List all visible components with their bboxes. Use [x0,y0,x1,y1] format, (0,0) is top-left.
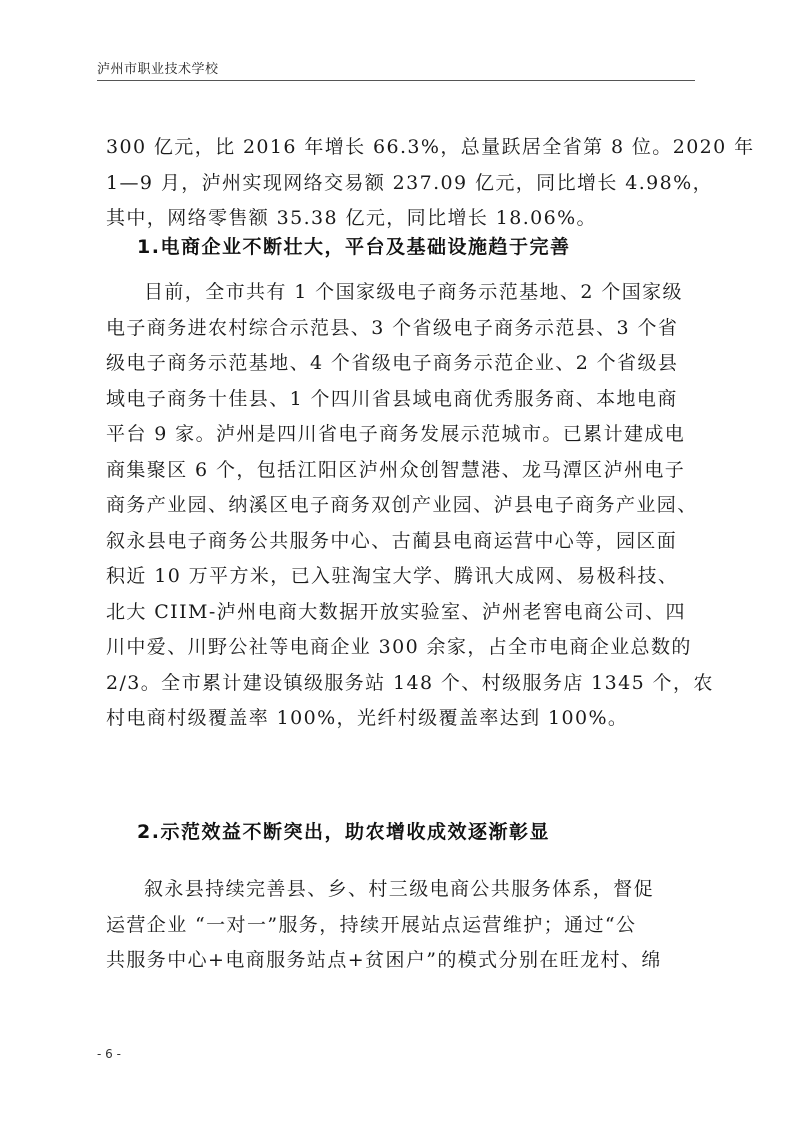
paragraph-line: 积近 10 万平方米，已入驻淘宝大学、腾讯大成网、易极科技、 [106,565,679,587]
paragraph-1 [106,130,755,237]
paragraph-line: 域电子商务十佳县、1 个四川省县域电商优秀服务商、本地电商 [106,387,678,410]
paragraph-line: 运营企业 “一对一”服务，持续开展站点运营维护；通过“公 [106,913,637,936]
paragraph-line: 村电商村级覆盖率 100%，光纤村级覆盖率达到 100%。 [106,707,629,729]
paragraph-line: 2/3。全市累计建设镇级服务站 148 个、村级服务店 1345 个，农 [106,671,714,694]
paragraph-line: 北大 CIIM-泸州电商大数据开放实验室、泸州老窖电商公司、四 [106,600,686,623]
paragraph-line: 1—9 月，泸州实现网络交易额 237.09 亿元，同比增长 4.98%， [106,171,713,194]
paragraph-3 [106,872,686,979]
paragraph-2 [106,275,714,737]
section-heading-2: 2.示范效益不断突出，助农增收成效逐渐彰显 [137,821,550,843]
paragraph-line: 川中爱、川野公社等电商企业 300 余家，占全市电商企业总数的 [106,636,692,658]
paragraph-line: 其中，网络零售额 35.38 亿元，同比增长 18.06%。 [106,207,597,229]
paragraph-line: 共服务中心+电商服务站点+贫困户”的模式分别在旺龙村、绵 [106,949,662,971]
paragraph-line: 级电子商务示范基地、4 个省级电子商务示范企业、2 个省级县 [106,352,679,374]
section-heading-1: 1.电商企业不断壮大，平台及基础设施趋于完善 [137,236,571,258]
paragraph-line: 300 亿元，比 2016 年增长 66.3%，总量跃居全省第 8 位。2020 年 [106,136,755,158]
paragraph-line: 目前，全市共有 1 个国家级电子商务示范基地、2 个国家级 [144,281,683,303]
paragraph-line: 平台 9 家。泸州是四川省电子商务发展示范城市。已累计建成电 [106,423,686,445]
paragraph-line: 叙永县持续完善县、乡、村三级电商公共服务体系，督促 [144,878,655,900]
header-divider [97,80,695,81]
paragraph-line: 商集聚区 6 个，包括江阳区泸州众创智慧港、龙马潭区泸州电子 [106,458,686,481]
paragraph-line: 叙永县电子商务公共服务中心、古蔺县电商运营中心等，园区面 [106,529,678,552]
document-header-title: 泸州市职业技术学校 [97,62,219,77]
page-number: - 6 - [97,1047,121,1061]
paragraph-line: 电子商务进农村综合示范县、3 个省级电子商务示范县、3 个省 [106,316,679,339]
paragraph-line: 商务产业园、纳溪区电子商务双创产业园、泸县电子商务产业园、 [106,494,698,516]
